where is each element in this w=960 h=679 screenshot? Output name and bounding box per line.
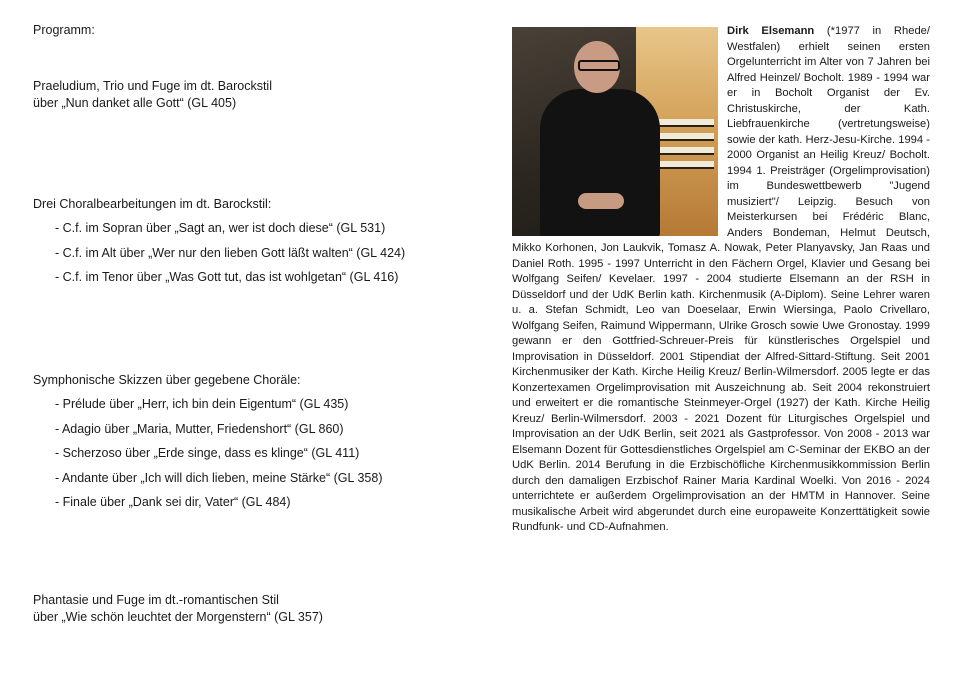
list-item: - C.f. im Alt über „Wer nur den lieben Gott läßt walten“ (GL 424) bbox=[55, 245, 406, 260]
list-item: - Prélude über „Herr, ich bin dein Eigentum“ (GL 435) bbox=[55, 397, 349, 411]
list-item: - C.f. im Tenor über „Was Gott tut, das ist wohlgetan“ (GL 416) bbox=[55, 270, 399, 284]
program-piece-1 bbox=[33, 78, 453, 112]
list-item: - Adagio über „Maria, Mutter, Friedenshort“ (GL 860) bbox=[55, 421, 344, 436]
piece-4-subtitle: über „Wie schön leuchtet der Morgenstern“ (GL 357) bbox=[33, 610, 323, 624]
list-item: - C.f. im Sopran über „Sagt an, wer ist doch diese“ (GL 531) bbox=[55, 221, 386, 235]
piece-1-title: Praeludium, Trio und Fuge im dt. Barockstil bbox=[33, 79, 272, 93]
biography-text bbox=[512, 24, 930, 536]
program-piece-2 bbox=[33, 196, 453, 294]
piece-2-list bbox=[33, 220, 453, 294]
piece-1-subtitle: über „Nun danket alle Gott“ (GL 405) bbox=[33, 96, 237, 110]
list-item: - Finale über „Dank sei dir, Vater“ (GL 484) bbox=[55, 495, 291, 509]
person-silhouette bbox=[540, 89, 660, 236]
program-column bbox=[33, 22, 453, 624]
piece-4-title: Phantasie und Fuge im dt.-romantischen Stil bbox=[33, 593, 279, 607]
program-heading: Programm: bbox=[33, 23, 95, 37]
piece-3-title: Symphonische Skizzen über gegebene Choräle: bbox=[33, 373, 301, 387]
performer-photo bbox=[512, 27, 718, 236]
program-piece-3 bbox=[33, 372, 453, 519]
biography-body: (*1977 in Rhede/ Westfalen) erhielt seinen ersten Orgelunterricht im Alter von 7 Jahren bei Alfred Heinzel/ Bocholt. 1989 - 1994 war er in Bocholt Organist der Ev. Christuskirche, der Kath. Liebfrauenkirche (vertretungsweise) sowie der kath. Herz-Jesu-Kirche. 1994 - 2000 Organist an Heilig Kreuz/ Bocholt. 1994 1. Preisträger (Orgelimprovisation) im Bundeswettbewerb "Jugend musiziert"/ Leipzig. Besuch von Meisterkursen bei Frédéric Blanc, Anders Bondeman, Helmut Deutsch, Mikko Korhonen, Jon Laukvik, Tomasz A. Nowak, Peter Planyavsky, Jan Raas und Daniel Roth. 1995 - 1997 Unterricht in den Fächern Orgel, Klavier und Gesang bei Wolfgang Seifen/ Kevelaer. 1997 - 2004 studierte Elsemann an der RSH in Düsseldorf und der UdK Berlin kath. Kirchenmusik (A-Diplom). Seine Lehrer waren u. a. Stefan Schmidt, Leo van Doeselaar, Erwin Wiersinga, Paolo Crivellaro, Wolfgang Seifen, Raimund Wippermann, Ulrike Grosch sowie Uwe Gronostay. 1999 gewann er den Gottfried-Schreuer-Preis für künstlerisches Orgelspiel und Improvisation in Düsseldorf. 2001 Stipendiat der Alfred-Sittard-Stiftung. Seit 2001 Kirchenmusiker der Kath. Kirche Heilig Kreuz/ Berlin-Wilmersdorf. 2005 legte er das Konzertexamen Orgelimprovisation mit Auszeichnung ab. Seit 2004 rekonstruiert und erweitert er die romantische Steinmeyer-Orgel (1927) der Kath. Kirche Heilig Kreuz/ Berlin-Wilmersdorf. 2003 - 2021 Dozent für Liturgisches Orgelspiel und Improvisation an der UdK Berlin, seit 2021 als Gastprofessor. Von 2008 - 2013 war Elsemann Dozent für Gottesdienstliches Orgelspiel am C-Seminar der EKBO an der UdK Berlin. 2014 Berufung in die Erzbischöfliche Kirchenmusikkommission Berlin durch den damaligen Erzbischof Rainer Maria Kardinal Woelki. Von 2016 - 2024 unterrichtete er außerdem Orgelimprovisation an der HMTM in Hannover. Seine musikalische Arbeit wird abgerundet durch eine europaweite Konzerttätigkeit sowie Rundfunk- und CD-Aufnahmen. bbox=[512, 25, 930, 533]
piece-3-list bbox=[33, 396, 453, 519]
list-item: - Andante über „Ich will dich lieben, meine Stärke“ (GL 358) bbox=[55, 470, 383, 485]
biography-column bbox=[512, 24, 930, 536]
program-piece-4 bbox=[33, 592, 453, 626]
piece-2-title: Drei Choralbearbeitungen im dt. Barockstil: bbox=[33, 197, 272, 211]
performer-name: Dirk Elsemann bbox=[727, 25, 815, 37]
list-item: - Scherzoso über „Erde singe, dass es klinge“ (GL 411) bbox=[55, 446, 360, 460]
